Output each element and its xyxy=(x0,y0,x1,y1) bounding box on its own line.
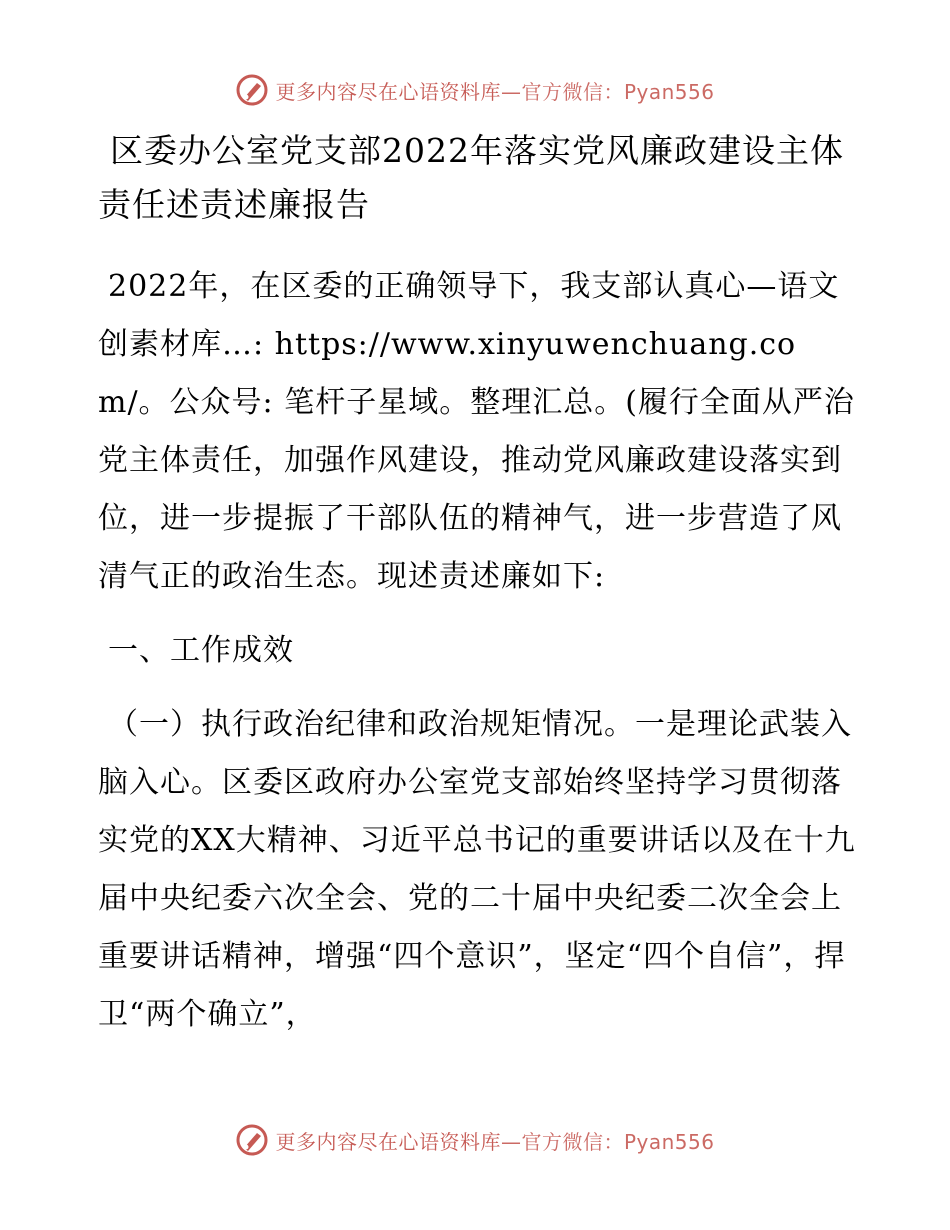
pen-logo-icon xyxy=(235,73,269,107)
banner-main-text: 更多内容尽在心语资料库 xyxy=(275,1129,501,1154)
section-heading: 一、工作成效 xyxy=(108,633,294,668)
intro-paragraph: 2022年，在区委的正确领导下，我支部认真心—语文创素材库…: https://www.xinyuwenchuang.com/。公众号: 笔杆子星域。整理汇总。(履行全面从严治党主体责任，加强作风建设，推动党风廉政建设落实到位，进一步提振了干部队伍的精神气，进一步营造了风清气正的政治生态。现述责述廉如下: xyxy=(98,269,855,594)
document-body xyxy=(98,124,858,1044)
body-paragraph: （一）执行政治纪律和政治规矩情况。一是理论武装入脑入心。区委区政府办公室党支部始终坚持学习贯彻落实党的XX大精神、习近平总书记的重要讲话以及在十九届中央纪委六次全会、党的二十届中央纪委二次全会上重要讲话精神，增强“四个意识”，坚定“四个自信”，捍卫“两个确立”， xyxy=(98,707,856,1032)
banner-tail-text: —官方微信：Pyan556 xyxy=(500,79,715,104)
banner-text xyxy=(275,76,714,105)
banner-main-text: 更多内容尽在心语资料库 xyxy=(275,79,501,104)
header-banner xyxy=(0,70,950,110)
banner-text xyxy=(275,1126,714,1155)
document-title: 区委办公室党支部2022年落实党风廉政建设主体责任述责述廉报告 xyxy=(98,131,844,224)
pen-logo-icon xyxy=(235,1123,269,1157)
footer-banner xyxy=(0,1120,950,1160)
banner-tail-text: —官方微信：Pyan556 xyxy=(500,1129,715,1154)
